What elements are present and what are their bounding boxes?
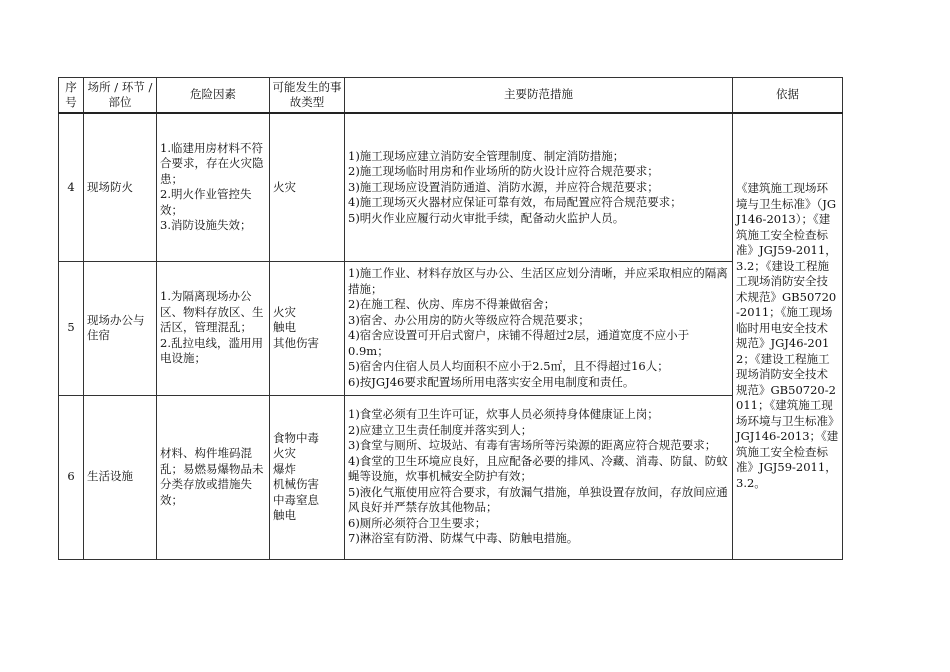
- measure-item: 1)施工现场应建立消防安全管理制度、制定消防措施；: [348, 148, 625, 163]
- header-place: 场所 / 环节 / 部位: [84, 78, 157, 114]
- risk-table: [58, 77, 843, 560]
- accident-item: 爆炸: [273, 461, 296, 476]
- table-header-row: [59, 78, 843, 114]
- row-place: 生活设施: [84, 395, 157, 559]
- hazard-item: 材料、构件堆码混乱；易燃易爆物品未分类存放或措施失效；: [160, 446, 264, 507]
- measure-item: 3)宿舍、办公用房的防火等级应符合规范要求；: [348, 312, 590, 327]
- measure-item: 2)施工现场临时用房和作业场所的防火设计应符合规范要求；: [348, 164, 659, 178]
- row-place: 现场防火: [84, 113, 157, 261]
- row-idx: 6: [59, 395, 84, 559]
- row-hazards: [157, 395, 270, 559]
- row-measures: [345, 261, 733, 395]
- measure-item: 6)按JGJ46要求配置场所用电落实安全用电制度和责任。: [348, 374, 635, 389]
- measure-item: 1)食堂必须有卫生许可证，炊事人员必须持身体健康证上岗；: [348, 407, 659, 422]
- accident-item: 食物中毒: [273, 430, 319, 445]
- basis-cell: 《建筑施工现场环境与卫生标准》（JGJ146-2013）；《建筑施工安全检查标准》JGJ59-2011，3.2；《建设工程施工现场消防安全技术规范》GB50720-2011；《施工现场临时用电安全技术规范》JGJ46-2012；《建设工程施工现场消防安全技术规范》GB50720-2011；《建筑施工现场环境与卫生标准》JGJ146-2013；《建筑施工安全检查标准》JGJ59-2011，3.2。: [733, 113, 843, 559]
- row-hazards: [157, 261, 270, 395]
- hazard-item: 2.乱拉电线，滥用用电设施；: [160, 335, 263, 366]
- header-measures: 主要防范措施: [345, 78, 733, 114]
- row-hazards: [157, 113, 270, 261]
- table-row: [59, 261, 843, 395]
- measure-item: 3)施工现场应设置消防通道、消防水源，并应符合规范要求；: [348, 179, 659, 194]
- accident-item: 机械伤害: [273, 477, 319, 491]
- measure-item: 7)淋浴室有防滑、防煤气中毒、防触电措施。: [348, 531, 579, 546]
- measure-item: 1)施工作业、材料存放区与办公、生活区应划分清晰，并应采取相应的隔离措施；: [348, 266, 728, 296]
- measure-item: 5)明火作业应履行动火审批手续，配备动火监护人员。: [348, 210, 625, 225]
- measure-item: 6)厕所必须符合卫生要求；: [348, 515, 487, 530]
- header-accident: 可能发生的事故类型: [270, 78, 345, 114]
- accident-item: 中毒窒息: [273, 492, 319, 507]
- measure-item: 4)施工现场灭火器材应保证可靠有效，布局配置应符合规范要求；: [348, 195, 682, 209]
- header-basis: 依据: [733, 78, 843, 114]
- hazard-item: 1.临建用房材料不符合要求，存在火灾隐患；: [160, 140, 264, 186]
- row-place: 现场办公与住宿: [84, 261, 157, 395]
- accident-item: 触电: [273, 508, 296, 522]
- row-measures: [345, 395, 733, 559]
- accident-item: 火灾: [273, 304, 296, 319]
- hazard-item: 2.明火作业管控失效；: [160, 187, 252, 217]
- measure-item: 5)宿舍内住宿人员人均面积不应小于2.5㎡，且不得超过16人；: [348, 359, 669, 373]
- row-accidents: [270, 261, 345, 395]
- hazard-item: 3.消防设施失效；: [160, 218, 252, 233]
- header-hazard: 危险因素: [157, 78, 270, 114]
- measure-item: 4)食堂的卫生环境应良好，且应配备必要的排风、冷藏、消毒、防鼠、防蚊蝇等设施，炊事机械安全防护有效；: [348, 453, 728, 484]
- measure-item: 5)液化气瓶使用应符合要求，有放漏气措施，单独设置存放间，存放间应通风良好并严禁存放其他物品；: [348, 484, 728, 515]
- measure-item: 2)在施工程、伙房、库房不得兼做宿舍；: [348, 297, 556, 311]
- row-idx: 4: [59, 113, 84, 261]
- measure-item: 4)宿舍应设置可开启式窗户，床铺不得超过2层，通道宽度不应小于0.9m；: [348, 328, 690, 358]
- row-accidents: [270, 395, 345, 559]
- measure-item: 2)应建立卫生责任制度并落实到人；: [348, 422, 533, 437]
- table-row: [59, 113, 843, 261]
- accident-item: 火灾: [273, 179, 296, 194]
- header-idx: 序号: [59, 78, 84, 114]
- measure-item: 3)食堂与厕所、垃圾站、有毒有害场所等污染源的距离应符合规范要求；: [348, 438, 717, 453]
- accident-item: 触电: [273, 320, 296, 335]
- row-accidents: [270, 113, 345, 261]
- row-idx: 5: [59, 261, 84, 395]
- accident-item: 火灾: [273, 446, 296, 460]
- hazard-item: 1.为隔离现场办公区、物料存放区、生活区，管理混乱；: [160, 289, 264, 335]
- accident-item: 其他伤害: [273, 335, 319, 350]
- table-row: [59, 395, 843, 559]
- row-measures: [345, 113, 733, 261]
